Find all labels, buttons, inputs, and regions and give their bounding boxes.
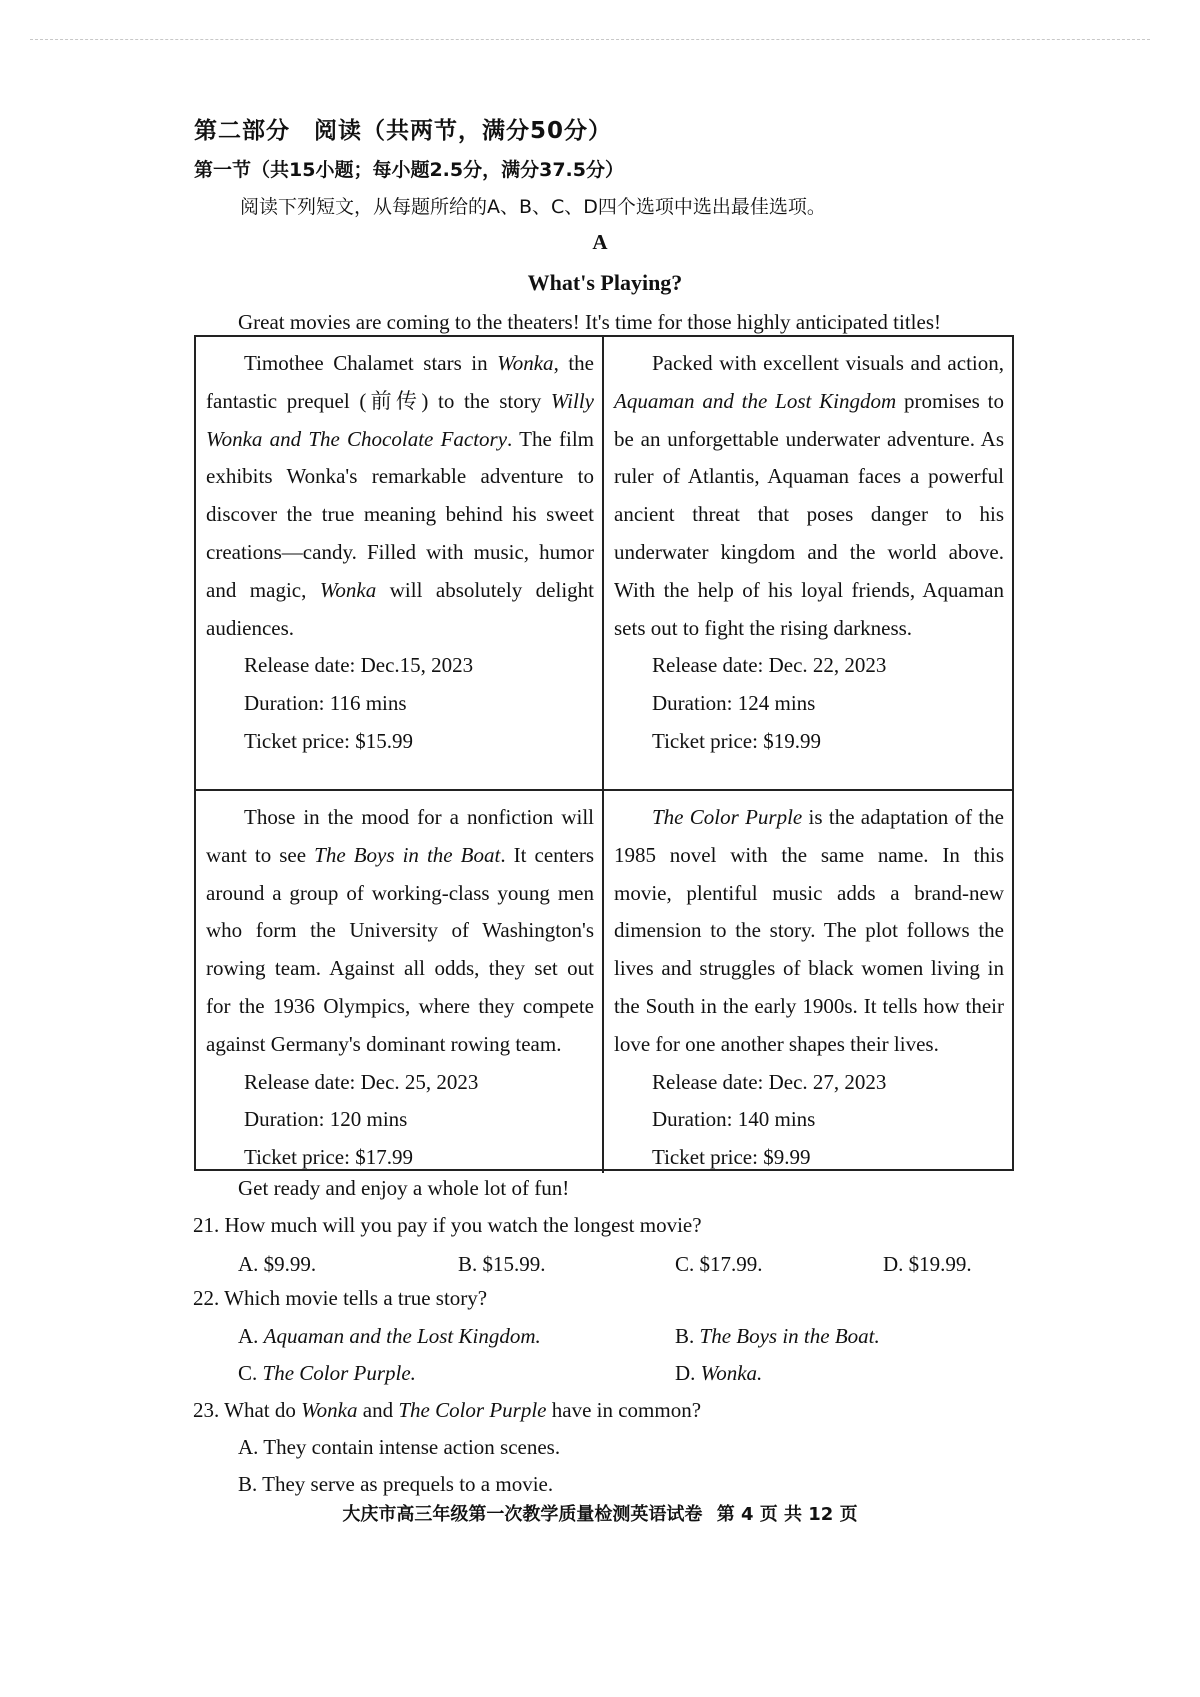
ticket-price: Ticket price: $19.99 — [652, 728, 821, 753]
duration: Duration: 116 mins — [244, 691, 407, 716]
movie-grid — [194, 335, 1014, 1171]
release-date: Release date: Dec. 22, 2023 — [652, 653, 887, 678]
passage-title: What's Playing? — [527, 270, 683, 295]
q22-option-d: D. Wonka. — [675, 1361, 763, 1385]
page-number: 第 4 页 共 12 页 — [716, 1504, 858, 1525]
q22-option-a: A. Aquaman and the Lost Kingdom. — [238, 1324, 541, 1348]
duration: Duration: 140 mins — [652, 1107, 816, 1132]
movie-cell-aquaman — [604, 337, 1012, 789]
release-date: Release date: Dec. 27, 2023 — [652, 1069, 887, 1094]
duration: Duration: 120 mins — [244, 1107, 408, 1132]
ticket-price: Ticket price: $9.99 — [652, 1145, 811, 1170]
movie-description: Those in the mood for a nonfiction will want to see The Boys in the Boat. It centers around a group of working-class young men who form the University of Washington's rowing team. Against all odds, they set out for the 1936 Olympics, where they compete against Germany's dominant rowing team. — [206, 805, 594, 1056]
q23-option-b: B. They serve as prequels to a movie. — [238, 1472, 554, 1496]
passage-intro: Great movies are coming to the theaters! It's time for those highly anticipated titles! — [238, 310, 941, 334]
duration: Duration: 124 mins — [652, 691, 816, 716]
release-date: Release date: Dec.15, 2023 — [244, 653, 474, 678]
section-heading: 第一节（共15小题；每小题2.5分，满分37.5分） — [194, 159, 624, 181]
q23-option-a: A. They contain intense action scenes. — [238, 1435, 561, 1459]
question-23-stem: 23. What do Wonka and The Color Purple have in common? — [193, 1398, 702, 1422]
movie-cell-wonka — [196, 337, 604, 789]
movie-description: Packed with excellent visuals and action, Aquaman and the Lost Kingdom promises to be an unforgettable underwater adventure. As ruler of Atlantis, Aquaman faces a powerful ancient threat that poses danger to his underwater kingdom and the world above. With the help of his loyal friends, Aquaman sets out to fight the rising darkness. — [614, 351, 1004, 640]
passage-closing: Get ready and enjoy a whole lot of fun! — [238, 1176, 570, 1200]
q22-option-c: C. The Color Purple. — [238, 1361, 416, 1385]
movie-cell-color-purple — [604, 789, 1012, 1173]
q21-option-c: C. $17.99. — [675, 1252, 763, 1276]
movie-description: The Color Purple is the adaptation of the 1985 novel with the same name. In this movie, plentiful music adds a brand-new dimension to the story. The plot follows the lives and struggles of black women living in the South in the early 1900s. It tells how their love for one another shapes their lives. — [614, 805, 1005, 1056]
passage-letter: A — [592, 230, 608, 254]
ticket-price: Ticket price: $17.99 — [244, 1145, 413, 1170]
scan-edge-line — [30, 39, 1150, 40]
q21-option-b: B. $15.99. — [458, 1252, 546, 1276]
movie-cell-boys-in-the-boat — [196, 789, 604, 1173]
movie-description: Timothee Chalamet stars in Wonka, the fantastic prequel (前传) to the story Willy Wonka and The Chocolate Factory. The film exhibits Wonka's remarkable adventure to discover the true meaning behind his sweet creations—candy. Filled with music, humor and magic, Wonka will absolutely delight audiences. — [206, 351, 595, 640]
part-heading: 第二部分 阅读（共两节，满分50分） — [194, 118, 613, 144]
instruction-text: 阅读下列短文，从每题所给的A、B、C、D四个选项中选出最佳选项。 — [240, 196, 826, 218]
release-date: Release date: Dec. 25, 2023 — [244, 1069, 479, 1094]
q22-option-b: B. The Boys in the Boat. — [675, 1324, 880, 1348]
q21-option-d: D. $19.99. — [883, 1252, 972, 1276]
q21-option-a: A. $9.99. — [238, 1252, 317, 1276]
question-21-stem: 21. How much will you pay if you watch the longest movie? — [193, 1213, 702, 1237]
ticket-price: Ticket price: $15.99 — [244, 728, 413, 753]
question-22-stem: 22. Which movie tells a true story? — [193, 1286, 488, 1310]
exam-name: 大庆市高三年级第一次教学质量检测英语试卷 — [342, 1504, 703, 1525]
page-footer — [0, 1500, 1200, 1526]
